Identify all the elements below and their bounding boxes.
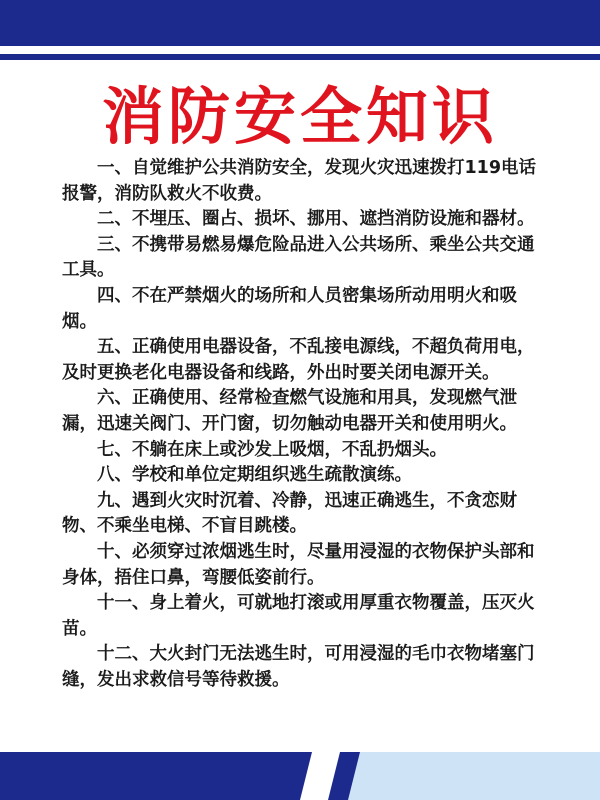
list-item: 九、遇到火灾时沉着、冷静，迅速正确逃生，不贪恋财物、不乘坐电梯、不盲目跳楼。 — [62, 490, 517, 537]
list-item: 八、学校和单位定期组织逃生疏散演练。 — [97, 465, 412, 486]
header-band — [0, 0, 600, 46]
list-item: 十二、大火封门无法逃生时，可用浸湿的毛巾衣物堵塞门缝，发出求救信号等待救援。 — [62, 644, 535, 690]
list-item: 五、正确使用电器设备，不乱接电源线，不超负荷用电，及时更换老化电器设备和线路，外出时要关闭电源开关。 — [62, 337, 535, 383]
footer-decoration — [0, 752, 600, 800]
list-item: 三、不携带易燃易爆危险品进入公共场所、乘坐公共交通工具。 — [62, 234, 535, 281]
list-item: 七、不躺在床上或沙发上吸烟，不乱扔烟头。 — [97, 439, 447, 460]
list-item: 一、自觉维护公共消防安全，发现火灾迅速拨打119电话报警，消防队救火不收费。 — [62, 158, 537, 204]
list-item: 四、不在严禁烟火的场所和人员密集场所动用明火和吸烟。 — [62, 285, 517, 332]
list-item: 十一、身上着火，可就地打滚或用厚重衣物覆盖，压灭火苗。 — [62, 593, 535, 639]
list-item: 十、必须穿过浓烟逃生时，尽量用浸湿的衣物保护头部和身体，捂住口鼻，弯腰低姿前行。 — [62, 541, 535, 588]
safety-list — [62, 156, 546, 693]
list-item: 二、不埋压、圈占、损坏、挪用、遮挡消防设施和器材。 — [97, 209, 535, 230]
list-item: 六、正确使用、经常检查燃气设施和用具，发现燃气泄漏，迅速关阀门、开门窗，切勿触动电器开关和使用明火。 — [62, 388, 517, 434]
page-title: 消防安全知识 — [101, 80, 498, 153]
header-stripe — [0, 54, 600, 60]
